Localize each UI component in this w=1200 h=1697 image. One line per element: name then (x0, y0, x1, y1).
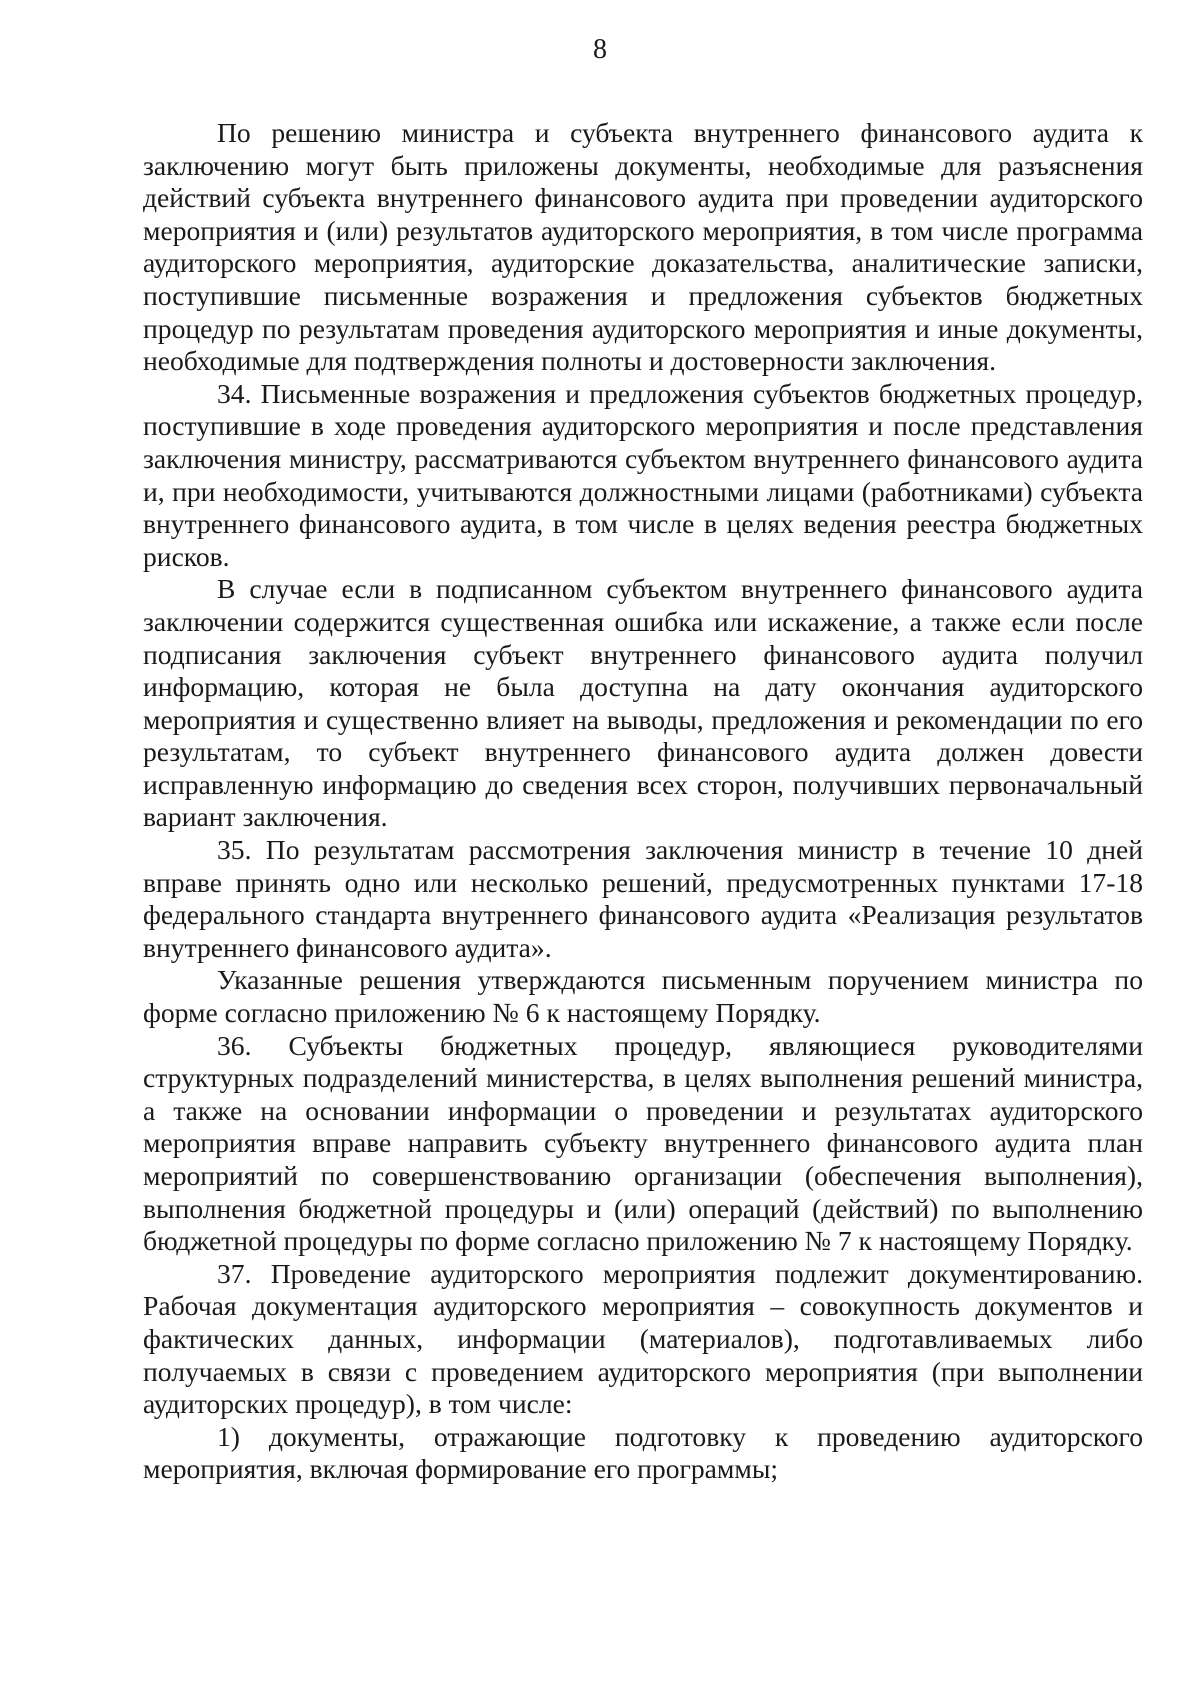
paragraph-item-37: 37. Проведение аудиторского мероприятия подлежит документированию. Рабочая документация аудиторского мероприятия – совокупность документов и фактических данных, информации (материалов), подготавливаемых либо получаемых в связи с проведением аудиторского мероприятия (при выполнении аудиторских процедур), в том числе: (143, 1257, 1143, 1420)
paragraph-item-36: 36. Субъекты бюджетных процедур, являющиеся руководителями структурных подразделений министерства, в целях выполнения решений министра, а также на основании информации о проведении и результатах аудиторского мероприятия вправе направить субъекту внутреннего финансового аудита план мероприятий по совершенствованию организации (обеспечения выполнения), выполнения бюджетной процедуры и (или) операций (действий) по выполнению бюджетной процедуры по форме согласно приложению № 7 к настоящему Порядку. (143, 1029, 1143, 1257)
paragraph-item-34: 34. Письменные возражения и предложения субъектов бюджетных процедур, поступившие в ходе проведения аудиторского мероприятия и после представления заключения министру, рассматриваются субъектом внутреннего финансового аудита и, при необходимости, учитываются должностными лицами (работниками) субъекта внутреннего финансового аудита, в том числе в целях ведения реестра бюджетных рисков. (143, 377, 1143, 572)
paragraph-item-35: 35. По результатам рассмотрения заключения министр в течение 10 дней вправе принять одно или несколько решений, предусмотренных пунктами 17-18 федерального стандарта внутреннего финансового аудита «Реализация результатов внутреннего финансового аудита». (143, 834, 1143, 963)
paragraph-attachments: По решению министра и субъекта внутреннего финансового аудита к заключению могут быть приложены документы, необходимые для разъяснения действий субъекта внутреннего финансового аудита при проведении аудиторского мероприятия и (или) результатов аудиторского мероприятия, в том числе программа аудиторского мероприятия, аудиторские доказательства, аналитические записки, поступившие письменные возражения и предложения субъектов бюджетных процедур по результатам проведения аудиторского мероприятия и иные документы, необходимые для подтверждения полноты и достоверности заключения. (143, 117, 1143, 377)
paragraph-decisions: Указанные решения утверждаются письменным поручением министра по форме согласно приложению № 6 к настоящему Порядку. (143, 964, 1143, 1029)
document-body (143, 117, 1143, 1486)
paragraph-subitem-1: 1) документы, отражающие подготовку к проведению аудиторского мероприятия, включая формирование его программы; (143, 1420, 1143, 1485)
paragraph-error-correction: В случае если в подписанном субъектом внутреннего финансового аудита заключении содержится существенная ошибка или искажение, а также если после подписания заключения субъект внутреннего финансового аудита получил информацию, которая не была доступна на дату окончания аудиторского мероприятия и существенно влияет на выводы, предложения и рекомендации по его результатам, то субъект внутреннего финансового аудита должен довести исправленную информацию до сведения всех сторон, получивших первоначальный вариант заключения. (143, 573, 1143, 833)
page-number: 8 (593, 34, 607, 65)
